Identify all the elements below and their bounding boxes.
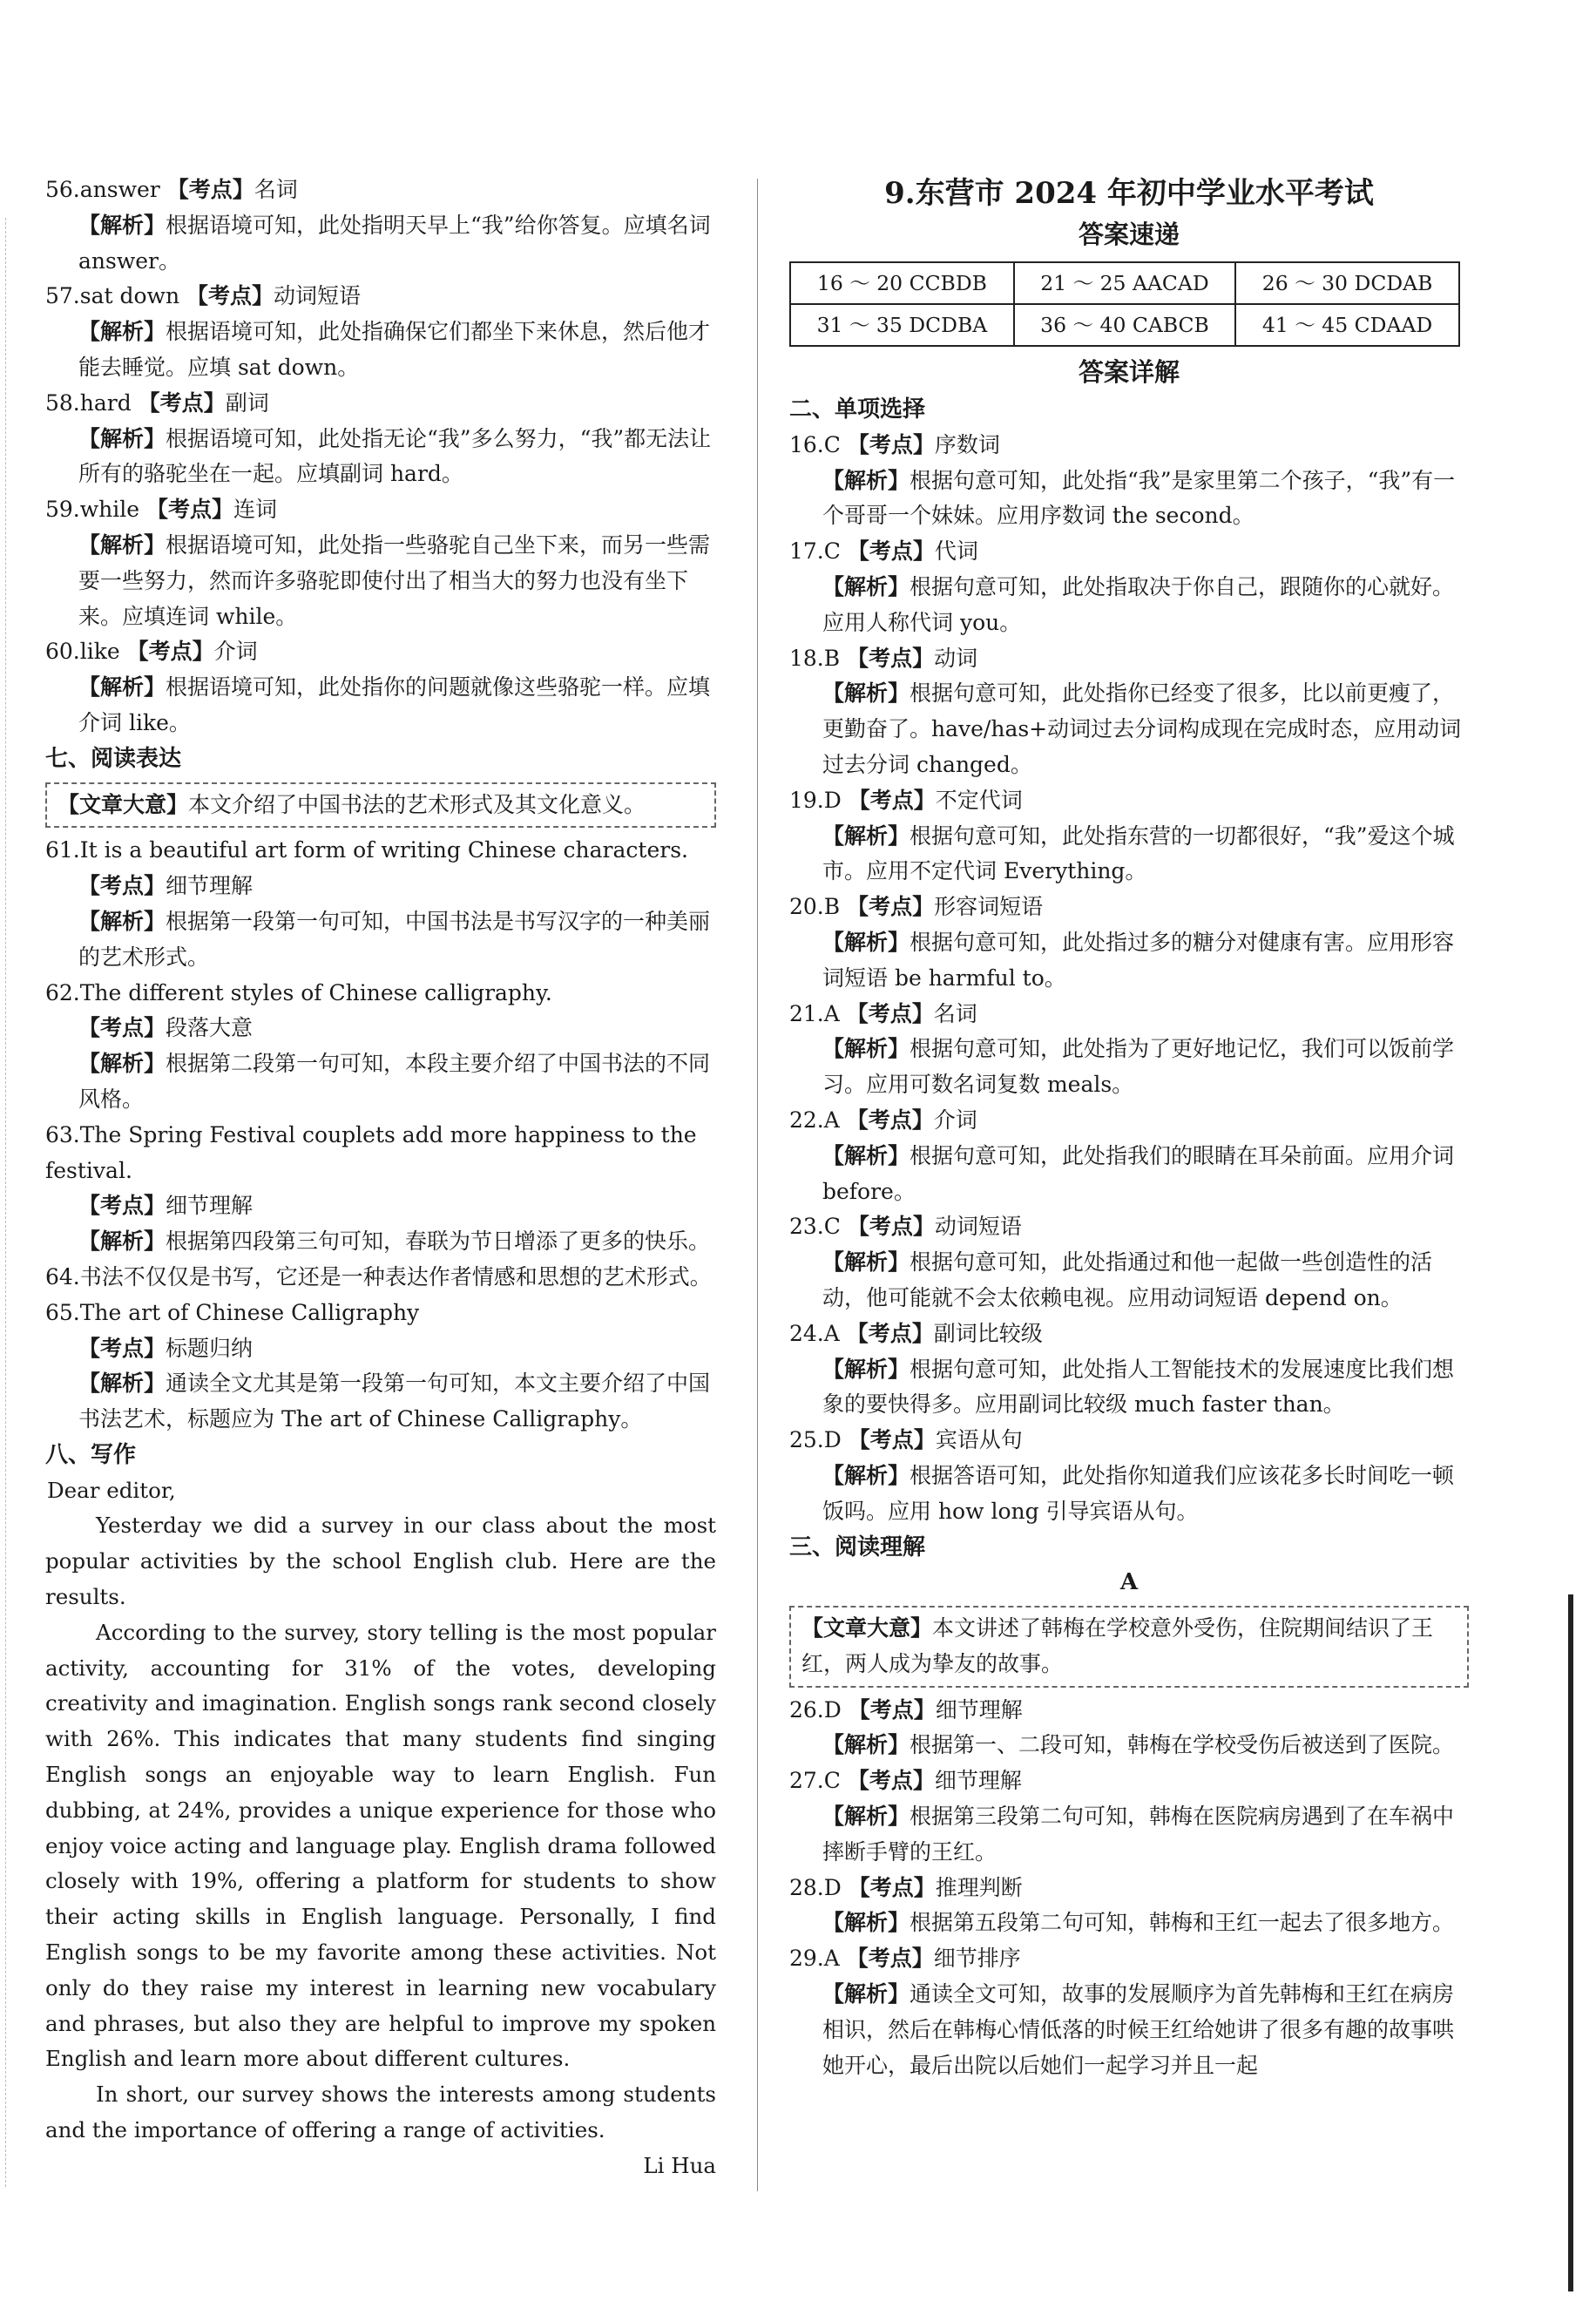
section-heading: 七、阅读表达 <box>45 745 182 772</box>
detail-heading: 答案详解 <box>1078 357 1180 387</box>
answer-table <box>789 261 1460 347</box>
scan-edge-shadow <box>1568 1594 1573 2291</box>
cloze-answers <box>45 173 716 741</box>
left-column <box>45 173 716 2184</box>
letter-greeting: Dear editor, <box>47 1477 176 1503</box>
sample-letter <box>45 1473 716 2184</box>
answer-item: 21.A 【考点】名词 【解析】根据句意可知，此处指为了更好地记忆，我们可以饭前学习。应用可数名词复数 meals。 <box>789 1000 1455 1098</box>
table-row <box>790 262 1459 304</box>
letter-paragraph: Yesterday we did a survey in our class about the most popular activities by the school English club. Here are the results. <box>45 1513 716 1610</box>
answer-item: 23.C 【考点】动词短语 【解析】根据句意可知，此处指通过和他一起做一些创造性的活动，他可能就不会太依赖电视。应用动词短语 depend on。 <box>789 1214 1433 1310</box>
answer-item: 60.like 【考点】介词 【解析】根据语境可知，此处指你的问题就像这些骆驼一样。应填介词 like。 <box>45 639 711 735</box>
answer-item: 61.It is a beautiful art form of writing Chinese characters. 【考点】细节理解 【解析】根据第一段第一句可知，中国书法是书写汉字的一种美丽的艺术形式。 <box>45 837 711 970</box>
reading-expression-answers <box>45 833 716 1438</box>
answer-item: 58.hard 【考点】副词 【解析】根据语境可知，此处指无论“我”多么努力，“我”都无法让所有的骆驼坐在一起。应填副词 hard。 <box>45 389 712 487</box>
summary-box: 【文章大意】本文讲述了韩梅在学校意外受伤，住院期间结识了王红，两人成为挚友的故事。 <box>789 1606 1469 1688</box>
letter-signature: Li Hua <box>643 2152 716 2178</box>
answer-item: 63.The Spring Festival couplets add more happiness to the festival. 【考点】细节理解 【解析】根据第四段第三句可知，春联为节日增添了更多的快乐。 <box>45 1121 711 1255</box>
answer-item: 27.C 【考点】细节理解 【解析】根据第三段第二句可知，韩梅在医院病房遇到了在车祸中摔断手臂的王红。 <box>789 1768 1455 1865</box>
summary-box: 【文章大意】本文介绍了中国书法的艺术形式及其文化意义。 <box>45 782 716 829</box>
table-cell: 41 ～ 45 CDAAD <box>1235 304 1459 346</box>
answer-item: 20.B 【考点】形容词短语 【解析】根据句意可知，此处指过多的糖分对健康有害。应用形容词短语 be harmful to。 <box>789 894 1455 991</box>
passage-label: A <box>1119 1569 1139 1596</box>
answer-item: 19.D 【考点】不定代词 【解析】根据句意可知，此处指东营的一切都很好，“我”爱这个城市。应用不定代词 Everything。 <box>789 787 1455 884</box>
answer-item: 59.while 【考点】连词 【解析】根据语境可知，此处指一些骆驼自己坐下来，而另一些需要一些努力，然而许多骆驼即使付出了相当大的努力也没有坐下来。应填连词 while。 <box>45 497 711 629</box>
table-cell: 16 ～ 20 CCBDB <box>790 262 1014 304</box>
table-cell: 31 ～ 35 DCDBA <box>790 304 1014 346</box>
section-heading: 八、写作 <box>45 1441 137 1468</box>
answer-item: 29.A 【考点】细节排序 【解析】通读全文可知，故事的发展顺序为首先韩梅和王红在病房相识，然后在韩梅心情低落的时候王红给她讲了很多有趣的故事哄她开心，最后出院以后她们一起学习并且一起 <box>789 1946 1455 2078</box>
section-heading: 三、阅读理解 <box>789 1533 926 1560</box>
single-choice-answers <box>789 428 1469 1530</box>
answer-item: 56.answer 【考点】名词 【解析】根据语境可知，此处指明天早上“我”给你答复。应填名词 answer。 <box>45 177 711 274</box>
reading-answers <box>789 1693 1469 2084</box>
answer-item: 62.The different styles of Chinese calligraphy. 【考点】段落大意 【解析】根据第二段第一句可知，本段主要介绍了中国书法的不同风格。 <box>45 979 711 1112</box>
answer-item: 26.D 【考点】细节理解 【解析】根据第一、二段可知，韩梅在学校受伤后被送到了医院。 <box>789 1696 1455 1758</box>
answer-item: 25.D 【考点】宾语从句 【解析】根据答语可知，此处指你知道我们应该花多长时间吃一顿饭吗。应用 how long 引导宾语从句。 <box>789 1427 1455 1524</box>
right-column <box>789 173 1469 2083</box>
exam-title: 9.东营市 2024 年初中学业水平考试 <box>884 176 1374 211</box>
table-cell: 21 ～ 25 AACAD <box>1014 262 1235 304</box>
table-cell: 26 ～ 30 DCDAB <box>1235 262 1459 304</box>
answer-item: 22.A 【考点】介词 【解析】根据句意可知，此处指我们的眼睛在耳朵前面。应用介词 before。 <box>789 1107 1455 1204</box>
answer-item: 16.C 【考点】序数词 【解析】根据句意可知，此处指“我”是家里第二个孩子，“我”有一个哥哥一个妹妹。应用序数词 the second。 <box>789 431 1456 529</box>
quick-answers-heading: 答案速递 <box>1078 220 1180 249</box>
answer-item: 18.B 【考点】动词 【解析】根据句意可知，此处指你已经变了很多，比以前更瘦了，更勤奋了。have/has+动词过去分词构成现在完成时态，应用动词过去分词 changed。 <box>789 645 1462 777</box>
letter-paragraph: In short, our survey shows the interests among students and the importance of offering a range of activities. <box>45 2081 716 2143</box>
letter-paragraph: According to the survey, story telling is the most popular activity, accounting for 31% of the votes, developing creativity and imagination. English songs rank second closely with 26%. This indicates that many students find singing English songs an enjoyable way to learn English. Fun dubbing, at 24%, provides a unique experience for those who enjoy voice acting and language play. English drama followed closely with 19%, offering a platform for students to show their acting skills in English language. Personally, I find English songs to be my favorite among these activities. Not only do they raise my interest in learning new vocabulary and phrases, but also they are helpful to improve my spoken English and learn more about different cultures. <box>45 1619 716 2072</box>
answer-item: 57.sat down 【考点】动词短语 【解析】根据语境可知，此处指确保它们都坐下来休息，然后他才能去睡觉。应填 sat down。 <box>45 283 711 380</box>
answer-item: 17.C 【考点】代词 【解析】根据句意可知，此处指取决于你自己，跟随你的心就好。应用人称代词 you。 <box>789 538 1455 635</box>
answer-item: 24.A 【考点】副词比较级 【解析】根据句意可知，此处指人工智能技术的发展速度比我们想象的要快得多。应用副词比较级 much faster than。 <box>789 1320 1455 1418</box>
section-heading: 二、单项选择 <box>789 396 926 423</box>
answer-item: 28.D 【考点】推理判断 【解析】根据第五段第二句可知，韩梅和王红一起去了很多地方。 <box>789 1874 1455 1936</box>
page-edge-line <box>5 218 6 2187</box>
answer-item: 64.书法不仅仅是书写，它还是一种表达作者情感和思想的艺术形式。 <box>45 1263 712 1289</box>
table-cell: 36 ～ 40 CABCB <box>1014 304 1235 346</box>
column-divider <box>757 179 758 2191</box>
table-row <box>790 304 1459 346</box>
answer-item: 65.The art of Chinese Calligraphy 【考点】标题归纳 【解析】通读全文尤其是第一段第一句可知，本文主要介绍了中国书法艺术，标题应为 The art of Chinese Calligraphy。 <box>45 1299 711 1432</box>
